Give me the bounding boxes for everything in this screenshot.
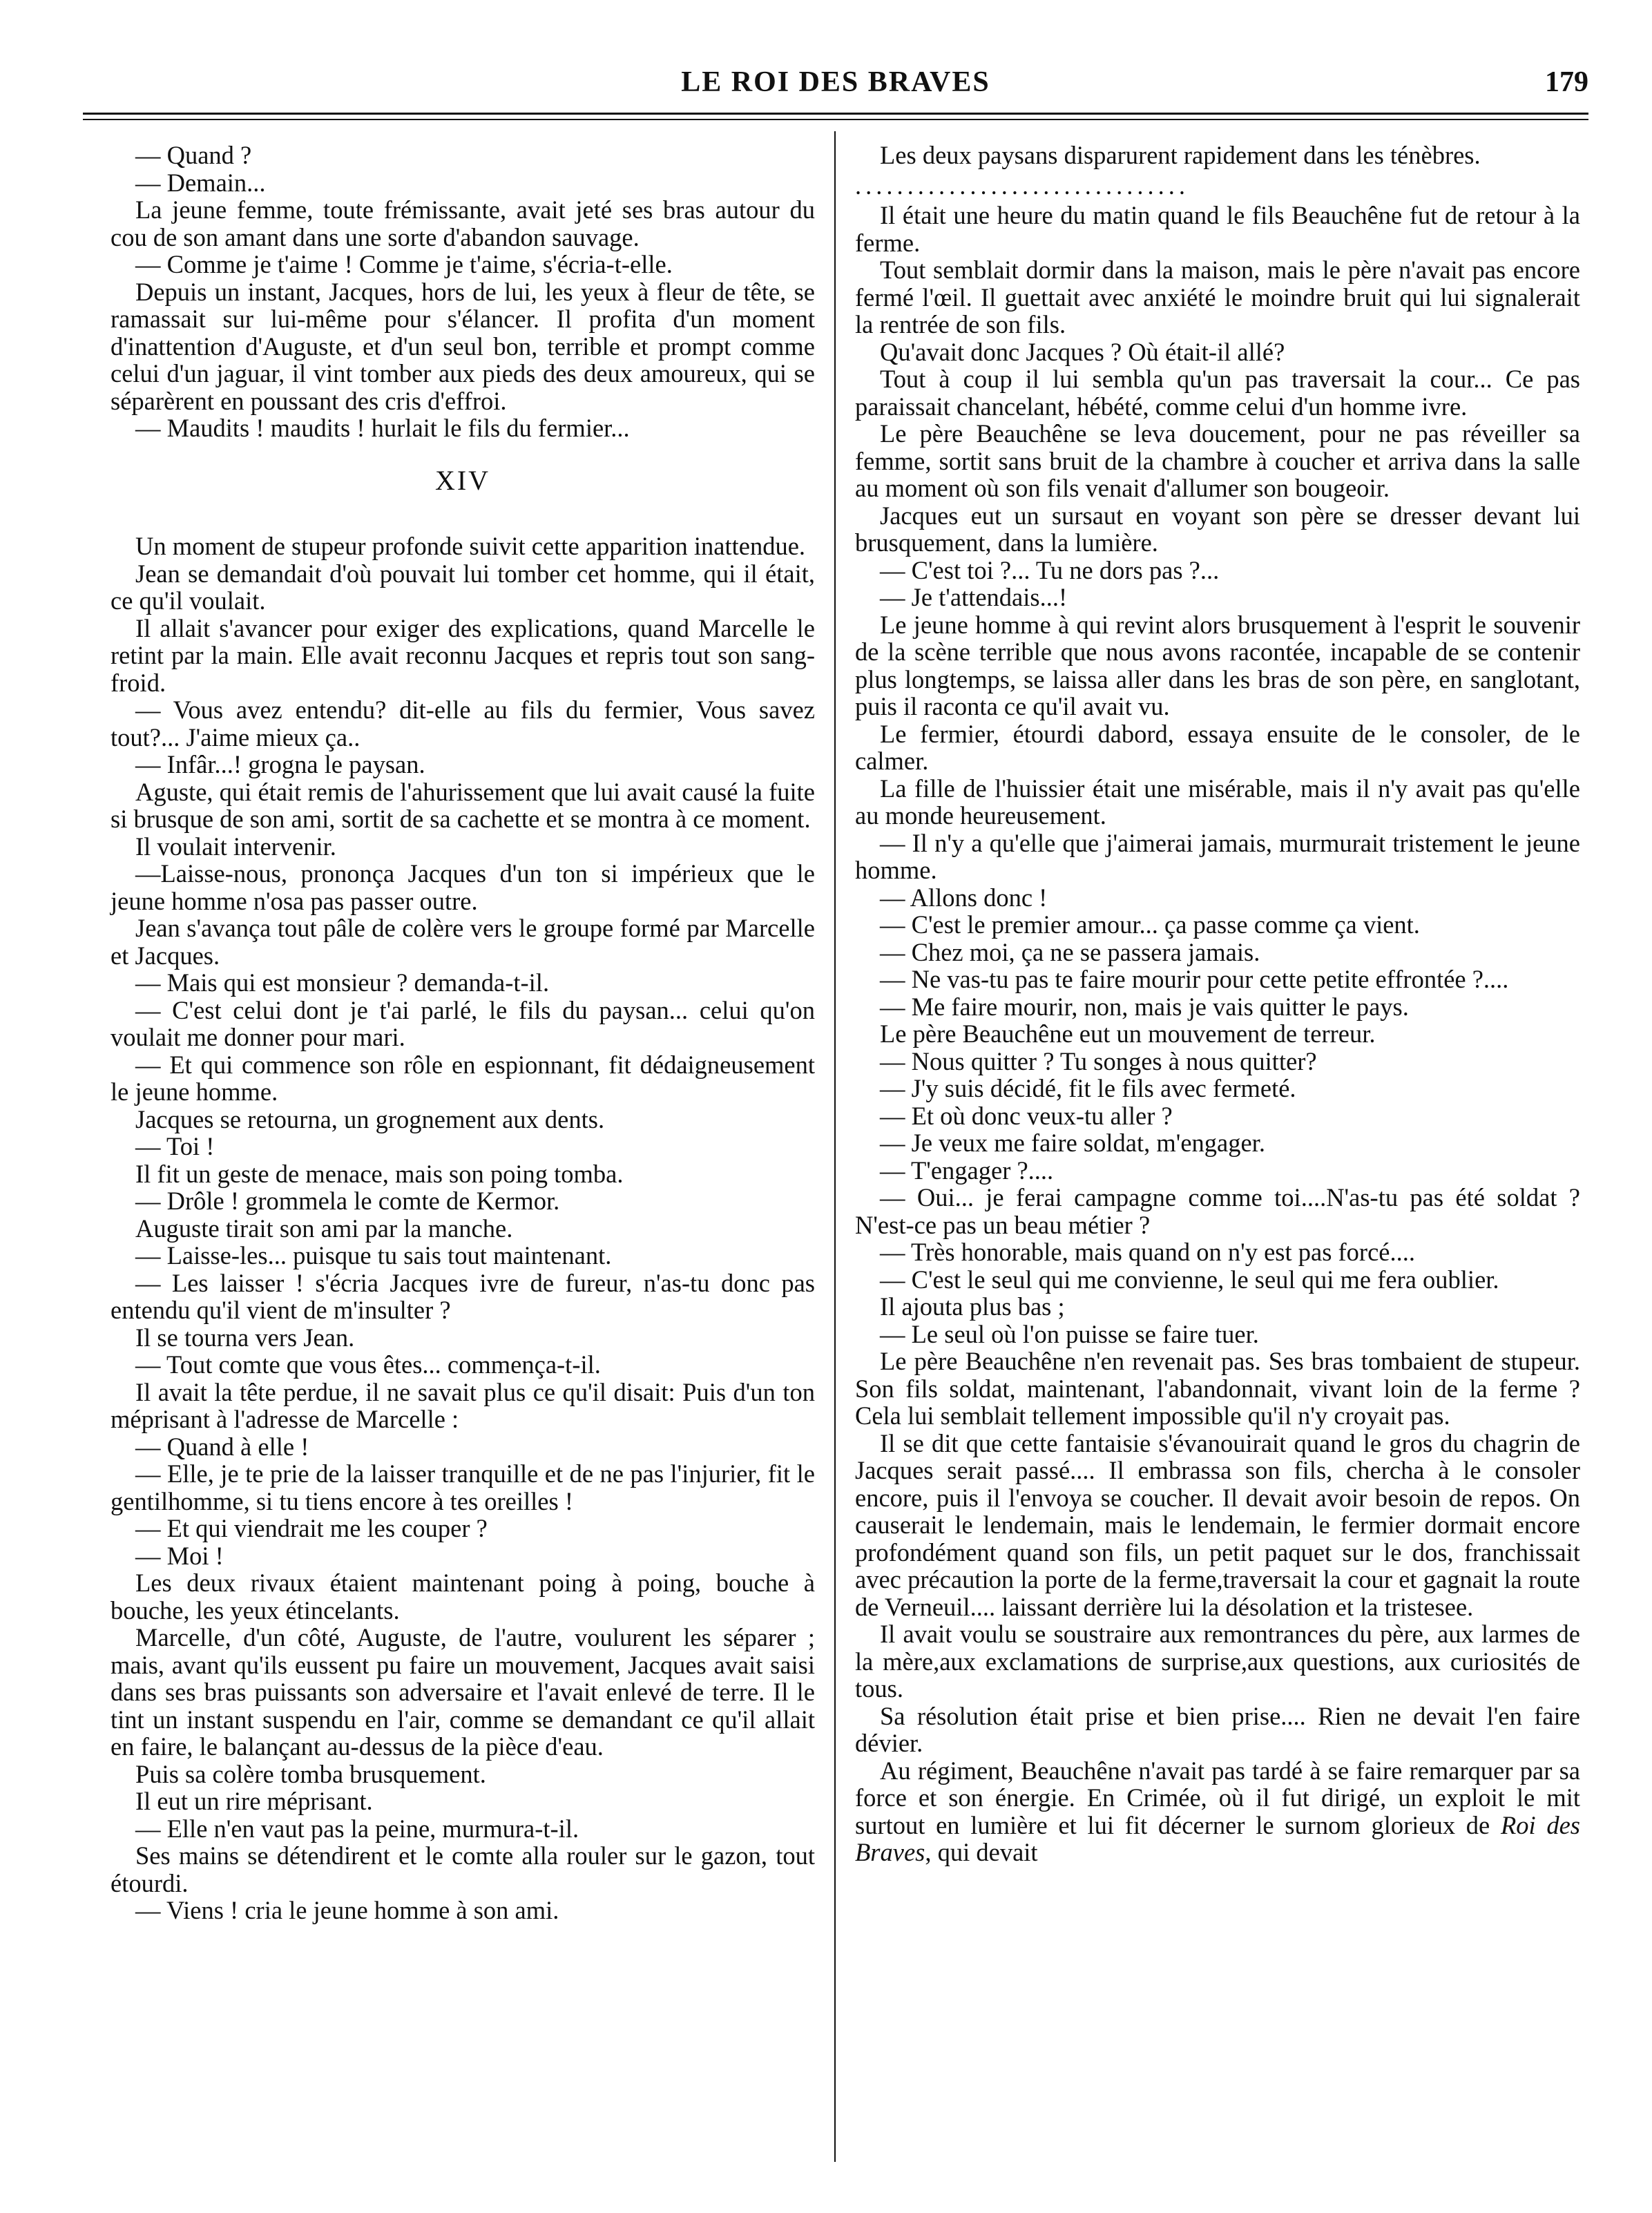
left-column (111, 142, 815, 2158)
paragraph: — Demain... (135, 168, 266, 197)
paragraph: Jacques se retourna, un grognement aux dents. (135, 1104, 605, 1133)
paragraph: — Je t'attendais...! (880, 583, 1068, 611)
paragraph: — Toi ! (135, 1132, 215, 1160)
paragraph: — Me faire mourir, non, mais je vais quitter le pays. (880, 992, 1409, 1021)
paragraph: Le père Beauchêne eut un mouvement de terreur. (880, 1019, 1376, 1048)
paragraph: — Il n'y a qu'elle que j'aimerai jamais, murmurait tristement le jeune homme. (855, 828, 1580, 884)
paragraph: — Quand à elle ! (135, 1432, 309, 1461)
paragraph: — Allons donc ! (880, 883, 1048, 912)
paragraph: — Oui... je ferai campagne comme toi....N'as-tu pas été soldat ? N'est-ce pas un beau métier ? (855, 1183, 1580, 1239)
header-rule (83, 113, 1588, 115)
paragraph: — C'est le premier amour... ça passe comme ça vient. (880, 910, 1420, 939)
paragraph: — Drôle ! grommela le comte de Kermor. (135, 1187, 560, 1215)
paragraph: — Chez moi, ça ne se passera jamais. (880, 937, 1260, 966)
paragraph: — C'est toi ?... Tu ne dors pas ?... (880, 555, 1220, 584)
paragraph: Ses mains se détendirent et le comte alla rouler sur le gazon, tout étourdi. (111, 1841, 815, 1897)
paragraph: Tout semblait dormir dans la maison, mais le père n'avait pas encore fermé l'œil. Il guettait avec anxiété le moindre bruit qui lui signalerait la rentrée de son fils. (855, 256, 1580, 338)
page-number: 179 (1545, 66, 1588, 98)
paragraph: Il était une heure du matin quand le fils Beauchêne fut de retour à la ferme. (855, 201, 1580, 257)
paragraph: Il allait s'avancer pour exiger des explications, quand Marcelle le retint par la main. Elle avait reconnu Jacques et repris tout son sang-froid. (111, 613, 815, 697)
paragraph: — J'y suis décidé, fit le fils avec fermeté. (880, 1074, 1296, 1102)
paragraph: Qu'avait donc Jacques ? Où était-il allé? (880, 337, 1285, 366)
paragraph: Les deux paysans disparurent rapidement dans les ténèbres. (880, 141, 1481, 169)
paragraph: — Quand ? (135, 141, 252, 169)
paragraph: — Et qui commence son rôle en espionnant, fit dédaigneusement le jeune homme. (111, 1050, 815, 1106)
paragraph: Jacques eut un sursaut en voyant son père se dresser devant lui brusquement, dans la lumière. (855, 501, 1580, 557)
paragraph: Jean s'avança tout pâle de colère vers le groupe formé par Marcelle et Jacques. (111, 914, 815, 970)
paragraph: Le jeune homme à qui revint alors brusquement à l'esprit le souvenir de la scène terrible que nous avons racontée, incapable de se contenir plus longtemps, se laissa aller dans les bras de son père, en sanglotant, puis il raconta ce qu'il avait vu. (855, 610, 1580, 720)
paragraph: Sa résolution était prise et bien prise.... Rien ne devait l'en faire dévier. (855, 1701, 1580, 1757)
paragraph: Un moment de stupeur profonde suivit cette apparition inattendue. (135, 532, 806, 560)
paragraph: — Nous quitter ? Tu songes à nous quitter? (880, 1046, 1317, 1075)
paragraph: — Le seul où l'on puisse se faire tuer. (880, 1319, 1259, 1348)
paragraph: — Viens ! cria le jeune homme à son ami. (135, 1896, 559, 1924)
paragraph: — Et qui viendrait me les couper ? (135, 1514, 488, 1542)
paragraph: La fille de l'huissier était une misérable, mais il n'y avait pas qu'elle au monde heureusement. (855, 774, 1580, 830)
paragraph: — Ne vas-tu pas te faire mourir pour cette petite effrontée ?.... (880, 965, 1509, 993)
paragraph-last-text: Au régiment, Beauchêne n'avait pas tardé à se faire remarquer par sa force et son énergie. En Crimée, où il fut dirigé, un exploit le mit surtout en lumière et lui fit décerner le surnom glorieux de (855, 1756, 1580, 1839)
paragraph-last-tail: , qui devait (925, 1838, 1038, 1866)
paragraph: — Et où donc veux-tu aller ? (880, 1101, 1173, 1130)
paragraph: Jean se demandait d'où pouvait lui tomber cet homme, qui il était, ce qu'il voulait. (111, 559, 815, 615)
paragraph: Il se dit que cette fantaisie s'évanouirait quand le gros du chagrin de Jacques serait passé.... Il embrassa son fils, chercha à le consoler encore, puis il l'envoya se coucher. Il devait avoir besoin de repos. On causerait le lendemain, mais le lendemain, le fermier dormait encore profondément quand son fils, un petit paquet sur le dos, franchissait avec précaution la porte de la ferme,traversait la cour et gagnait la route de Verneuil.... laissant derrière lui la désolation et la tristesee. (855, 1428, 1580, 1621)
paragraph: — Vous avez entendu? dit-elle au fils du fermier, Vous savez tout?... J'aime mieux ça.. (111, 696, 815, 751)
paragraph: Puis sa colère tomba brusquement. (135, 1759, 486, 1788)
paragraph-last (855, 1757, 1580, 1866)
paragraph: — Infâr...! grogna le paysan. (135, 750, 425, 778)
paragraph: — Mais qui est monsieur ? demanda-t-il. (135, 968, 550, 997)
italic-epithet: Roi des Braves (855, 1810, 1581, 1866)
paragraph: Les deux rivaux étaient maintenant poing à poing, bouche à bouche, les yeux étincelants. (111, 1569, 815, 1625)
paragraph: — T'engager ?.... (880, 1156, 1054, 1185)
paragraph: — Maudits ! maudits ! hurlait le fils du fermier... (135, 414, 630, 442)
right-column (855, 142, 1580, 2158)
paragraph: — Je veux me faire soldat, m'engager. (880, 1129, 1265, 1157)
section-break-dots: ................................ (855, 171, 1189, 200)
header-rule-secondary (83, 119, 1588, 120)
paragraph: — Tout comte que vous êtes... commença-t-il. (135, 1350, 601, 1379)
paragraph: — Elle n'en vaut pas la peine, murmura-t-il. (135, 1814, 579, 1843)
paragraph: Il eut un rire méprisant. (135, 1787, 373, 1815)
paragraph: — Comme je t'aime ! Comme je t'aime, s'écria-t-elle. (135, 250, 673, 278)
paragraph: Il fit un geste de menace, mais son poing tomba. (135, 1159, 624, 1188)
paragraph: — Laisse-les... puisque tu sais tout maintenant. (135, 1241, 612, 1270)
paragraph: — C'est celui dont je t'ai parlé, le fils du paysan... celui qu'on voulait me donner pour mari. (111, 995, 815, 1051)
paragraph: Tout à coup il lui sembla qu'un pas traversait la cour... Ce pas paraissait chancelant, hébété, comme celui d'un homme ivre. (855, 365, 1580, 421)
paragraph: La jeune femme, toute frémissante, avait jeté ses bras autour du cou de son amant dans une sorte d'abandon sauvage. (111, 195, 815, 251)
paragraph: —Laisse-nous, prononça Jacques d'un ton si impérieux que le jeune homme n'osa pas passer outre. (111, 859, 815, 915)
chapter-heading: XIV (434, 464, 491, 496)
paragraph: Le père Beauchêne n'en revenait pas. Ses bras tombaient de stupeur. Son fils soldat, maintenant, l'abandonnait, vivant loin de la ferme ? Cela lui semblait tellement impossible qu'il n'y croyait pas. (855, 1347, 1580, 1430)
paragraph: Il avait la tête perdue, il ne savait plus ce qu'il disait: Puis d'un ton méprisant à l'adresse de Marcelle : (111, 1377, 815, 1433)
paragraph: Il voulait intervenir. (135, 832, 336, 861)
page-header (83, 66, 1588, 107)
paragraph: Aguste, qui était remis de l'ahurissement que lui avait causé la fuite si brusque de son ami, sortit de sa cachette et se montra à ce moment. (111, 777, 815, 833)
paragraph: Il ajouta plus bas ; (880, 1292, 1065, 1321)
paragraph: Il avait voulu se soustraire aux remontrances du père, aux larmes de la mère,aux exclamations de surprise,aux questions, aux curiosités de tous. (855, 1620, 1580, 1703)
paragraph: — Elle, je te prie de la laisser tranquille et de ne pas l'injurier, fit le gentilhomme, si tu tiens encore à tes oreilles ! (111, 1459, 815, 1515)
paragraph: Le père Beauchêne se leva doucement, pour ne pas réveiller sa femme, sortit sans bruit de la chambre à coucher et arriva dans la salle au moment où son fils venait d'allumer son bougeoir. (855, 419, 1580, 502)
running-title: LE ROI DES BRAVES (681, 66, 990, 98)
paragraph: — Très honorable, mais quand on n'y est pas forcé.... (880, 1238, 1415, 1266)
paragraph: Auguste tirait son ami par la manche. (135, 1214, 513, 1243)
paragraph: Le fermier, étourdi dabord, essaya ensuite de le consoler, de le calmer. (855, 719, 1580, 775)
paragraph: Il se tourna vers Jean. (135, 1323, 355, 1352)
paragraph: Depuis un instant, Jacques, hors de lui, les yeux à fleur de tête, se ramassait sur lui-même pour s'élancer. Il profita d'un moment d'inattention d'Auguste, et d'un seul bon, terrible et prompt comme celui d'un jaguar, il vint tomber aux pieds des deux amoureux, qui se séparèrent en poussant des cris d'effroi. (111, 277, 815, 415)
paragraph: — Les laisser ! s'écria Jacques ivre de fureur, n'as-tu donc pas entendu qu'il vient de m'insulter ? (111, 1268, 815, 1324)
paragraph: Marcelle, d'un côté, Auguste, de l'autre, voulurent les séparer ; mais, avant qu'ils eussent pu faire un mouvement, Jacques avait saisi dans ses bras puissants son adversaire et l'avait enlevé de terre. Il le tint un instant suspendu en l'air, comme se demandant ce qu'il allait en faire, le balançant au-dessus de la pièce d'eau. (111, 1623, 815, 1761)
paragraph: — C'est le seul qui me convienne, le seul qui me fera oublier. (880, 1265, 1499, 1294)
column-divider (834, 131, 836, 2162)
paragraph: — Moi ! (135, 1541, 224, 1570)
